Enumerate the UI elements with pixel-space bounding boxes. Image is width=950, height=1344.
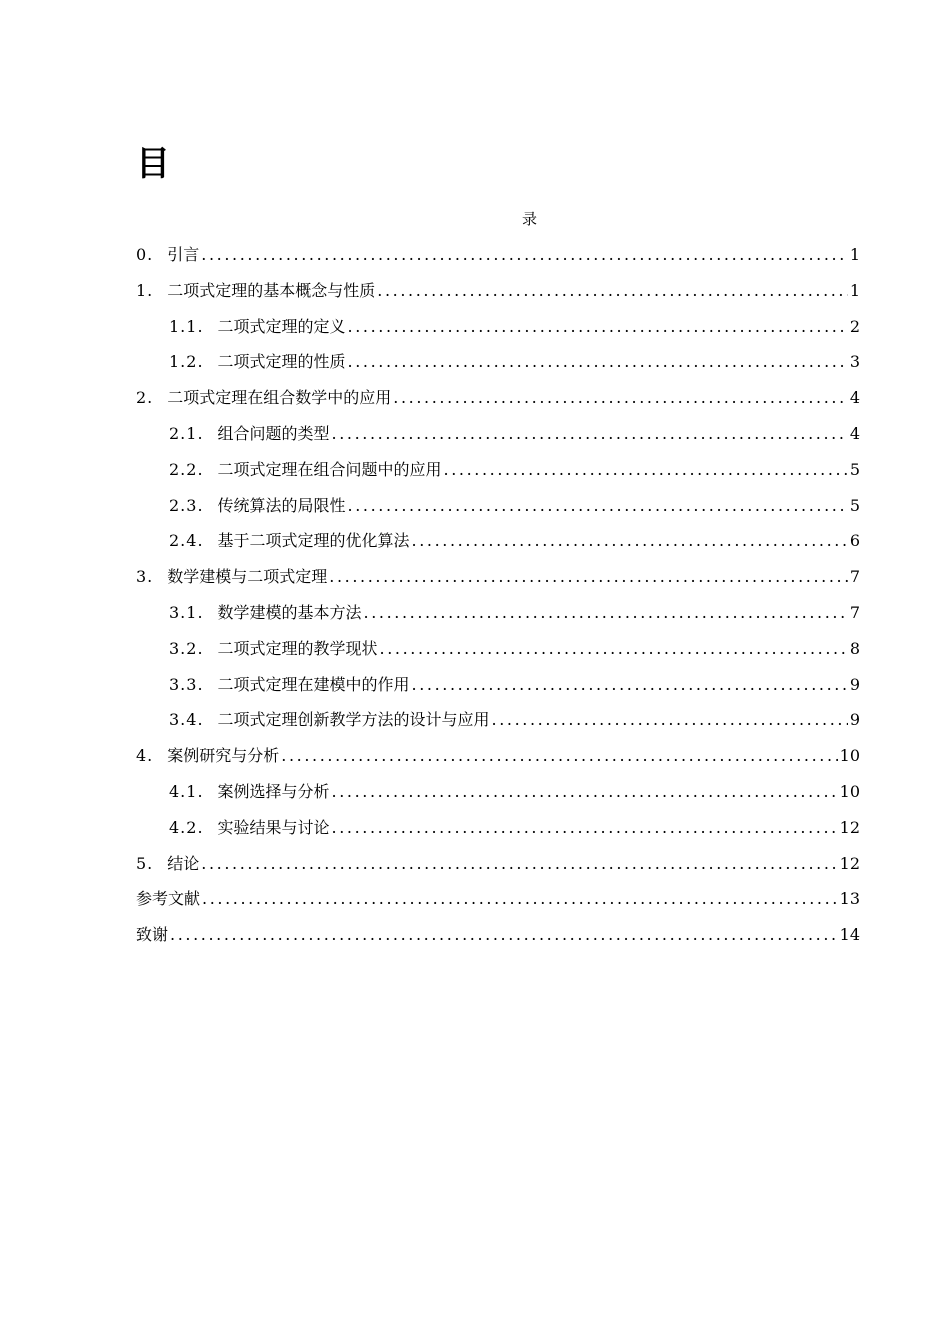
toc-entry-page: 2: [849, 316, 860, 336]
toc-entry-title: 二项式定理的性质: [217, 352, 346, 372]
toc-entry-page: 12: [839, 817, 860, 837]
toc-entry-2-3[interactable]: [136, 491, 860, 527]
toc-entry-page: 6: [849, 531, 860, 551]
toc-entry-page: 10: [839, 781, 860, 801]
toc-entry-title: 数学建模与二项式定理: [167, 567, 328, 587]
dot-leader: [201, 240, 848, 270]
dot-leader: [348, 312, 848, 342]
toc-entry-title: 二项式定理在组合数学中的应用: [167, 388, 392, 408]
toc-entry-number: 1.: [136, 280, 154, 300]
toc-heading-second-char: 录: [522, 210, 538, 228]
toc-entry-title: 组合问题的类型: [217, 423, 330, 443]
toc-entry-page: 1: [849, 245, 860, 264]
dot-leader: [412, 526, 848, 556]
dot-leader: [348, 491, 848, 521]
toc-entry-4-2[interactable]: [136, 813, 860, 849]
toc-entry-title: 二项式定理的定义: [217, 316, 346, 336]
toc-entry-title: 二项式定理的教学现状: [217, 638, 378, 658]
toc-entry-title: 数学建模的基本方法: [217, 602, 362, 622]
toc-entry-title: 二项式定理创新教学方法的设计与应用: [217, 710, 490, 730]
toc-entry-3[interactable]: [136, 562, 860, 598]
toc-entry-title: 引言: [167, 245, 200, 264]
toc-entry-title: 参考文献: [136, 889, 201, 909]
toc-entry-page: 7: [849, 567, 860, 587]
dot-leader: [348, 347, 848, 377]
dot-leader: [332, 813, 838, 843]
toc-entry-title: 结论: [167, 853, 200, 873]
toc-entry-number: 2.3.: [169, 495, 204, 515]
toc-entry-page: 10: [839, 746, 860, 766]
dot-leader: [202, 884, 838, 914]
toc-entry-0[interactable]: [136, 240, 860, 276]
toc-entry-5[interactable]: [136, 849, 860, 885]
toc-entry-page: 7: [849, 602, 860, 622]
toc-entry-title: 实验结果与讨论: [217, 817, 330, 837]
toc-entry-1-1[interactable]: [136, 312, 860, 348]
toc-entry-number: 2.4.: [169, 531, 204, 551]
toc-entry-3-1[interactable]: [136, 598, 860, 634]
toc-entry-number: 1.2.: [169, 352, 204, 372]
toc-entry-4-1[interactable]: [136, 777, 860, 813]
toc-heading-first-char: 目: [136, 144, 170, 184]
toc-entry-acknowledgements[interactable]: [136, 920, 860, 956]
toc-entry-1[interactable]: [136, 276, 860, 312]
dot-leader: [492, 705, 848, 735]
toc-entry-page: 9: [849, 674, 860, 694]
toc-entry-title: 二项式定理的基本概念与性质: [167, 280, 376, 300]
toc-entry-2-2[interactable]: [136, 455, 860, 491]
toc-entry-page: 8: [849, 638, 860, 658]
dot-leader: [364, 598, 848, 628]
toc-entry-title: 二项式定理在建模中的作用: [217, 674, 410, 694]
dot-leader: [332, 777, 838, 807]
toc-entry-number: 3.1.: [169, 602, 204, 622]
toc-entry-number: 1.1.: [169, 316, 204, 336]
dot-leader: [332, 419, 848, 449]
dot-leader: [377, 276, 848, 306]
toc-entry-number: 0.: [136, 245, 154, 264]
dot-leader: [281, 741, 837, 771]
dot-leader: [329, 562, 848, 592]
toc-entry-title: 二项式定理在组合问题中的应用: [217, 459, 442, 479]
dot-leader: [444, 455, 848, 485]
toc-entry-2-4[interactable]: [136, 526, 860, 562]
toc-entry-3-3[interactable]: [136, 670, 860, 706]
toc-entry-2[interactable]: [136, 383, 860, 419]
dot-leader: [170, 920, 838, 950]
toc-entry-number: 3.2.: [169, 638, 204, 658]
dot-leader: [201, 849, 837, 879]
toc-entry-number: 4.2.: [169, 817, 204, 837]
toc-entry-number: 5.: [136, 853, 154, 873]
toc-entry-4[interactable]: [136, 741, 860, 777]
dot-leader: [380, 634, 848, 664]
toc-entry-title: 致谢: [136, 925, 169, 945]
toc-entry-page: 4: [849, 423, 860, 443]
toc-entry-title: 案例研究与分析: [167, 746, 280, 766]
toc-entry-number: 3.4.: [169, 710, 204, 730]
toc-entry-number: 4.: [136, 746, 154, 766]
toc-entry-number: 3.: [136, 567, 154, 587]
toc-entry-2-1[interactable]: [136, 419, 860, 455]
toc-entry-3-4[interactable]: [136, 705, 860, 741]
toc-entry-title: 基于二项式定理的优化算法: [217, 531, 410, 551]
toc-entry-page: 9: [849, 710, 860, 730]
dot-leader: [412, 670, 848, 700]
toc-entry-page: 13: [839, 889, 860, 909]
toc-entry-1-2[interactable]: [136, 347, 860, 383]
toc-entry-title: 案例选择与分析: [217, 781, 330, 801]
toc-entry-page: 5: [849, 459, 860, 479]
toc-entry-3-2[interactable]: [136, 634, 860, 670]
dot-leader: [393, 383, 848, 413]
toc-entry-number: 2.2.: [169, 459, 204, 479]
toc-entry-page: 1: [849, 280, 860, 300]
toc-entry-number: 4.1.: [169, 781, 204, 801]
toc-entry-page: 14: [839, 925, 860, 945]
toc-entry-number: 2.1.: [169, 423, 204, 443]
toc-entry-title: 传统算法的局限性: [217, 495, 346, 515]
toc-entry-number: 2.: [136, 388, 154, 408]
toc-entry-references[interactable]: [136, 884, 860, 920]
toc-entry-page: 3: [849, 352, 860, 372]
toc-entry-page: 5: [849, 495, 860, 515]
toc-entry-number: 3.3.: [169, 674, 204, 694]
table-of-contents: [136, 240, 860, 956]
toc-entry-page: 4: [849, 388, 860, 408]
toc-entry-page: 12: [839, 853, 860, 873]
